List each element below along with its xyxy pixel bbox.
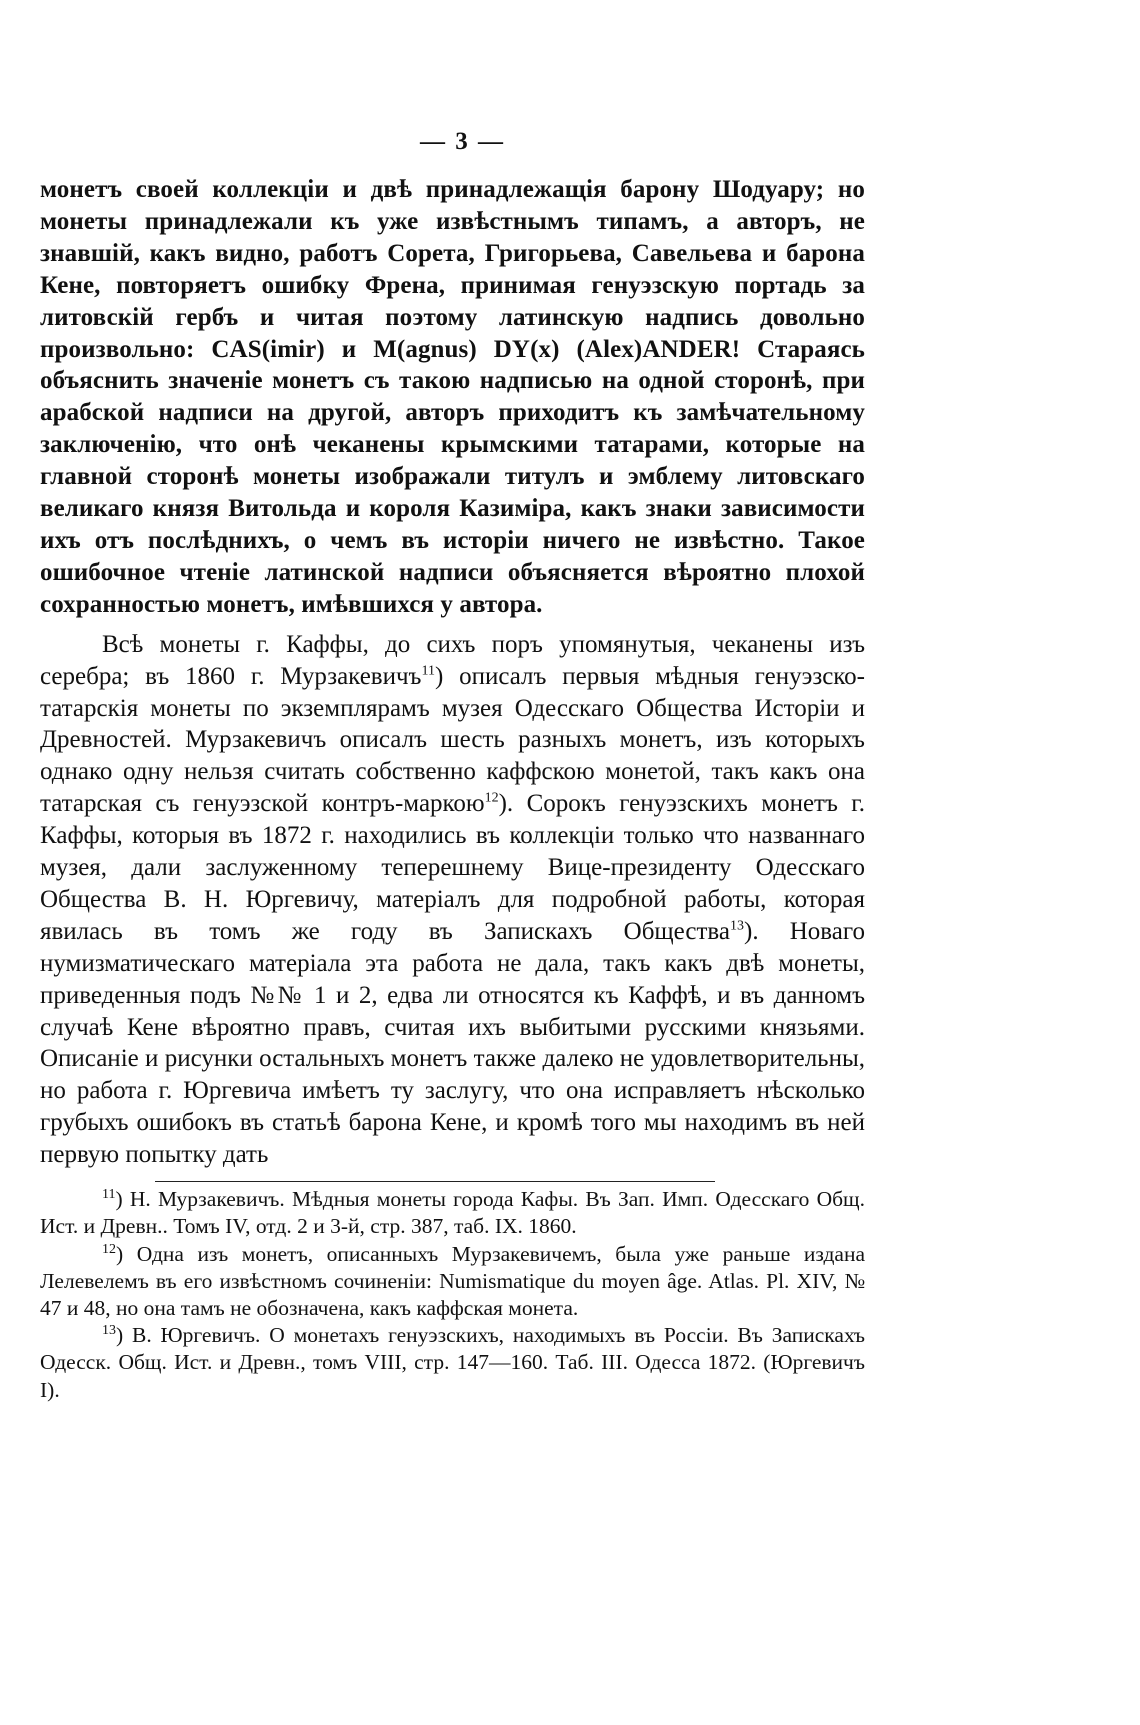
footnote-ref-12: 12 [484,790,499,806]
footnotes [40,1186,865,1404]
paragraph-text: ). Новаго нумизматическаго матеріала эта работа не дала, такъ какъ двѣ монеты, приведенныя подъ №№ 1 и 2, едва ли относятся къ Каффѣ, и въ данномъ случаѣ Кене вѣроятно правъ, считая ихъ выбитыми русскими князьями. Описаніе и рисунки остальныхъ монетъ также далеко не удовлетворительны, но работа г. Юргевича имѣетъ ту заслугу, что она исправляетъ нѣсколько грубыхъ ошибокъ въ статьѣ барона Кене, и кромѣ того мы находимъ въ ней первую попытку дать [40,917,865,1169]
footnote-text: ) Н. Мурзакевичъ. Мѣдныя монеты города Кафы. Въ Зап. Имп. Одесскаго Общ. Ист. и Древн.. Томъ IV, отд. 2 и 3-й, стр. 387, таб. IX. 1860. [40,1187,865,1239]
footnote-divider [155,1181,715,1182]
body-text [40,174,865,1171]
footnote-mark: 12 [102,1241,116,1257]
footnote-12 [40,1241,865,1323]
footnote-13 [40,1322,865,1404]
document-page [40,128,865,1404]
page-number: — 3 — [420,128,505,155]
paragraph-text: Всѣ монеты г. Каффы, до сихъ поръ упомянутыя, чеканены изъ серебра; въ 1860 г. Мурзакевичъ [40,630,865,690]
footnote-mark: 13 [102,1322,116,1338]
footnote-mark: 11 [102,1186,116,1202]
footnote-text: ) В. Юргевичъ. О монетахъ генуэзскихъ, находимыхъ въ Россіи. Въ Запискахъ Одесск. Общ. Ист. и Древн., томъ VIII, стр. 147—160. Таб. III. Одесса 1872. (Юргевичъ I). [40,1323,865,1402]
paragraph-text: ). Сорокъ генуэзскихъ монетъ г. Каффы, которыя въ 1872 г. находились въ коллекціи только что названнаго музея, дали заслуженному теперешнему Вице-президенту Одесскаго Общества В. Н. Юргевичу, матеріалъ для подробной работы, которая явилась въ томъ же году въ Запискахъ Общества [40,790,865,945]
footnote-text: ) Одна изъ монетъ, описанныхъ Мурзакевичемъ, была уже раньше издана Лелевелемъ въ его извѣстномъ сочиненіи: Numismatique du moyen âge. Atlas. Pl. XIV, № 47 и 48, но она тамъ не обозначена, какъ каффская монета. [40,1241,865,1320]
footnote-ref-11: 11 [421,663,435,679]
paragraph-1: монетъ своей коллекціи и двѣ принадлежащія барону Шодуару; но монеты принадлежали къ уже извѣстнымъ типамъ, а авторъ, не знавшій, какъ видно, работъ Сорета, Григорьева, Савельева и барона Кене, повторяетъ ошибку Френа, принимая генуэзскую портадь за литовскій гербъ и читая поэтому латинскую надпись довольно произвольно: CAS(imir) и M(agnus) DY(x) (Alex)ANDER! Стараясь объяснить значеніе монетъ съ такою надписью на одной сторонѣ, при арабской надписи на другой, авторъ приходитъ къ замѣчательному заключенію, что онѣ чеканены крымскими татарами, которые на главной сторонѣ монеты изображали титулъ и эмблему литовскаго великаго князя Витольда и короля Казиміра, какъ знаки зависимости ихъ отъ послѣднихъ, о чемъ въ исторіи ничего не извѣстно. Такое ошибочное чтеніе латинской надписи объясняется вѣроятно плохой сохранностью монетъ, имѣвшихся у автора. [40,176,865,618]
footnote-ref-13: 13 [730,918,744,934]
paragraph-text: ) описалъ первыя мѣдныя генуэзско-татарскія монеты по экземплярамъ музея Одесскаго Общества Исторіи и Древностей. Мурзакевичъ описалъ шесть разныхъ монетъ, изъ которыхъ однако одну нельзя считать собственно каффскою монетой, такъ какъ она татарская съ генуэзской контръ-маркою [40,662,865,818]
paragraph-2 [40,629,865,1171]
footnote-11 [40,1186,865,1240]
